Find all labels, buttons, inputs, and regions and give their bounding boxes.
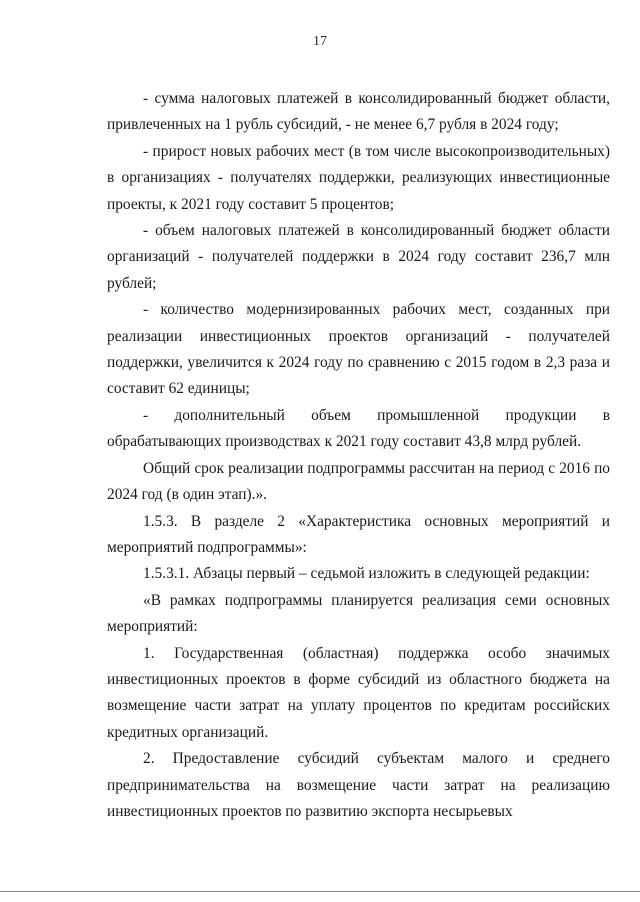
page-bottom-edge-line	[0, 891, 640, 892]
paragraph-measure-1: 1. Государственная (областная) поддержка особо значимых инвестиционных проектов в форме субсидий из областного бюджета на возмещение части затрат на уплату процентов по кредитам российских кредитных организаций.	[107, 644, 610, 741]
document-body	[107, 86, 610, 825]
page-number: 17	[313, 34, 327, 49]
paragraph-measure-2: 2. Предоставление субсидий субъектам малого и среднего предпринимательства на возмещение части затрат на реализацию инвестиционных проектов по развитию экспорта несырьевых	[107, 750, 610, 820]
paragraph-section-1-5-3: 1.5.3. В разделе 2 «Характеристика основных мероприятий и мероприятий подпрограммы»:	[107, 512, 610, 556]
paragraph-industrial-output: - дополнительный объем промышленной продукции в обрабатывающих производствах к 2021 году составит 43,8 млрд рублей.	[107, 406, 610, 451]
paragraph-tax-payments-volume: - объем налоговых платежей в консолидированный бюджет области организаций - получателей поддержки в 2024 году составит 236,7 млн рублей;	[107, 222, 610, 292]
paragraph-seven-measures-intro: «В рамках подпрограммы планируется реализация семи основных мероприятий:	[107, 591, 610, 636]
paragraph-section-1-5-3-1: 1.5.3.1. Абзацы первый – седьмой изложить в следующей редакции:	[143, 565, 590, 583]
paragraph-new-jobs-growth: - прирост новых рабочих мест (в том числе высокопроизводительных) в организациях - получателях поддержки, реализующих инвестиционные проекты, к 2021 году составит 5 процентов;	[107, 142, 610, 213]
paragraph-implementation-period: Общий срок реализации подпрограммы рассчитан на период с 2016 по 2024 год (в один этап).».	[107, 459, 610, 504]
paragraph-modernized-jobs: - количество модернизированных рабочих мест, созданных при реализации инвестиционных проектов организаций - получателей поддержки, увеличится к 2024 году по сравнению с 2015 годом в 2,3 раза и составит 62 единицы;	[107, 301, 610, 398]
paragraph-tax-payments-per-ruble: - сумма налоговых платежей в консолидированный бюджет области, привлеченных на 1 рубль субсидий, - не менее 6,7 рубля в 2024 году;	[107, 90, 610, 134]
